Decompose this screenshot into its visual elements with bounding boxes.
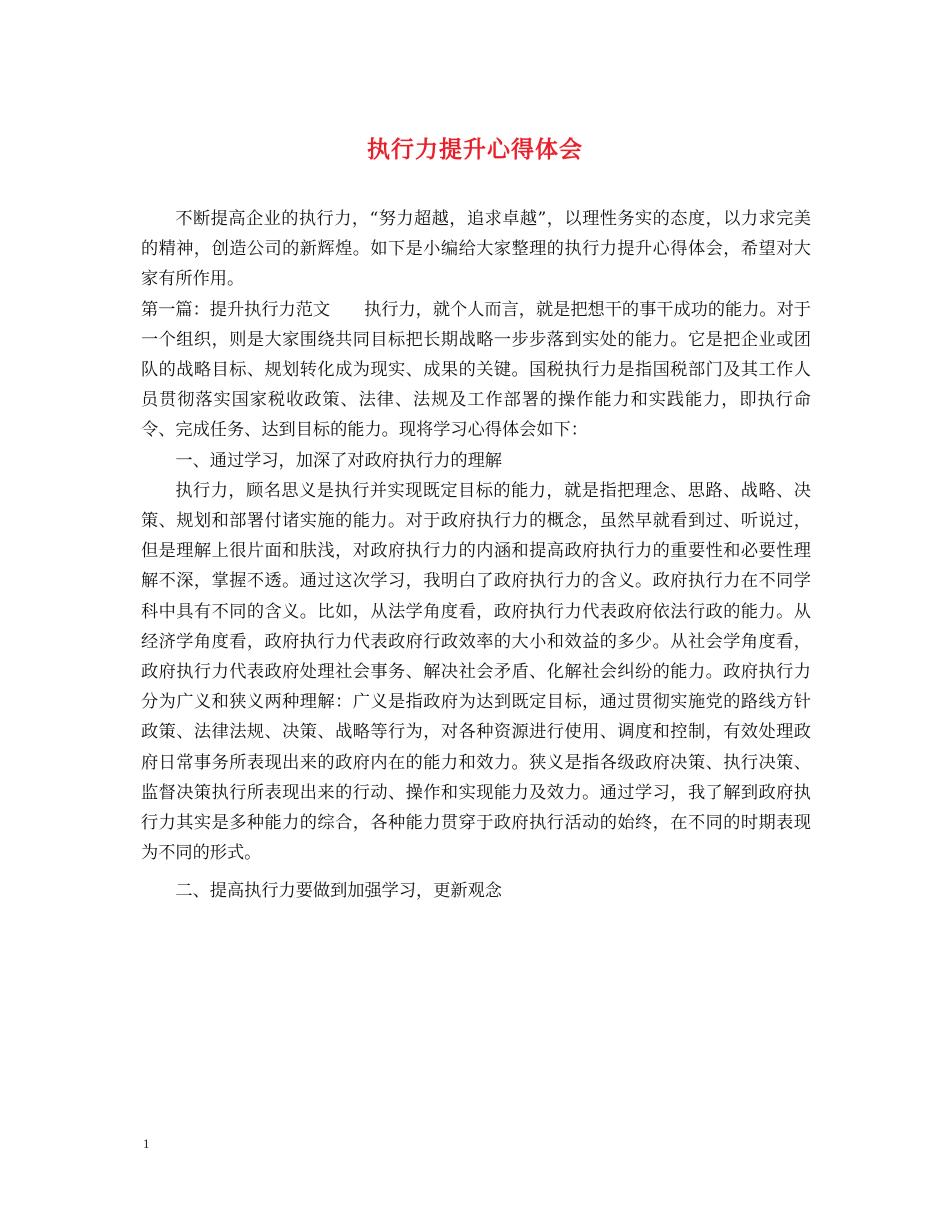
intro-paragraph: 不断提高企业的执行力，“努力超越，追求卓越”，以理性务实的态度，以力求完美的精神，创造公司的新辉煌。如下是小编给大家整理的执行力提升心得体会，希望对大家有所作用。 <box>141 209 811 290</box>
document-title: 执行力提升心得体会 <box>367 136 583 163</box>
paragraph-spacer <box>141 868 811 876</box>
section2-heading: 二、提高执行力要做到加强学习，更新观念 <box>175 881 502 902</box>
part1-heading: 第一篇：提升执行力范文 <box>141 299 331 320</box>
section1-paragraph: 执行力，顾名思义是执行并实现既定目标的能力，就是指把理念、思路、战略、决策、规划和部署付诸实施的能力。对于政府执行力的概念，虽然早就看到过、听说过，但是理解上很片面和肤浅，对政府执行力的内涵和提高政府执行力的重要性和必要性理解不深，掌握不透。通过这次学习，我明白了政府执行力的含义。政府执行力在不同学科中具有不同的含义。比如，从法学角度看，政府执行力代表政府依法行政的能力。从经济学角度看，政府执行力代表政府行政效率的大小和效益的多少。从社会学角度看，政府执行力代表政府处理社会事务、解决社会矛盾、化解社会纠纷的能力。政府执行力分为广义和狭义两种理解：广义是指政府为达到既定目标，通过贯彻实施党的路线方针政策、法律法规、决策、战略等行为，对各种资源进行使用、调度和控制，有效处理政府日常事务所表现出来的政府内在的能力和效力。狭义是指各级政府决策、执行决策、监督决策执行所表现出来的行动、操作和实现能力及效力。通过学习，我了解到政府执行力其实是多种能力的综合，各种能力贯穿于政府执行活动的始终，在不同的时期表现为不同的形式。 <box>141 480 811 864</box>
part1-paragraph <box>141 295 811 446</box>
part1-text: 执行力，就个人而言，就是把想干的事干成功的能力。对于一个组织，则是大家围绕共同目标把长期战略一步步落到实处的能力。它是把企业或团队的战略目标、规划转化成为现实、成果的关键。国税执行力是指国税部门及其工作人员贯彻落实国家税收政策、法律、法规及工作部署的操作能力和实践能力，即执行命令、完成任务、达到目标的能力。现将学习心得体会如下： <box>141 299 811 441</box>
document-body <box>141 204 811 907</box>
section1-heading: 一、通过学习，加深了对政府执行力的理解 <box>175 450 502 471</box>
page-number: 1 <box>143 1136 150 1151</box>
